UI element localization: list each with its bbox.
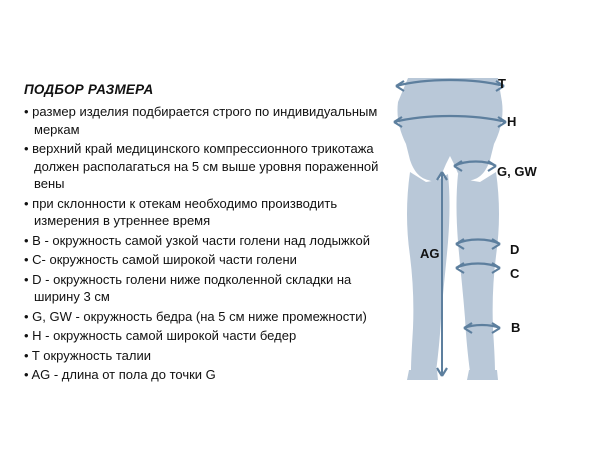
list-item: • H - окружность самой широкой части бедер bbox=[24, 328, 297, 343]
list-item: • верхний край медицинского компрессионного трикотажа должен располагаться на 5 см выше уровня пораженной вены bbox=[24, 141, 379, 191]
size-rules-list bbox=[24, 103, 384, 384]
leg-measurement-diagram bbox=[380, 60, 595, 400]
label-AG: AG bbox=[420, 246, 440, 261]
page-title: ПОДБОР РАЗМЕРА bbox=[24, 82, 154, 97]
list-item: • G, GW - окружность бедра (на 5 см ниже промежности) bbox=[24, 308, 367, 324]
list-item: • при склонности к отекам необходимо производить измерения в утреннее время bbox=[24, 195, 338, 228]
size-selection-text-block bbox=[24, 82, 384, 386]
list-item: • размер изделия подбирается строго по индивидуальным меркам bbox=[24, 104, 378, 137]
label-D: D bbox=[510, 242, 520, 257]
label-B: B bbox=[511, 320, 521, 335]
body-shape bbox=[397, 78, 502, 380]
list-item: • AG - длина от пола до точки G bbox=[24, 367, 216, 382]
list-item: • T окружность талии bbox=[24, 347, 151, 363]
list-item: • B - окружность самой узкой части голени над лодыжкой bbox=[24, 232, 370, 248]
label-H: H bbox=[507, 114, 517, 129]
list-item: • C- окружность самой широкой части голени bbox=[24, 252, 297, 267]
label-C: C bbox=[510, 266, 520, 281]
list-item: • D - окружность голени ниже подколенной складки на ширину 3 см bbox=[24, 271, 352, 304]
body-silhouette-svg bbox=[380, 60, 595, 400]
label-T: T bbox=[498, 76, 506, 91]
label-G-GW: G, GW bbox=[497, 164, 537, 179]
